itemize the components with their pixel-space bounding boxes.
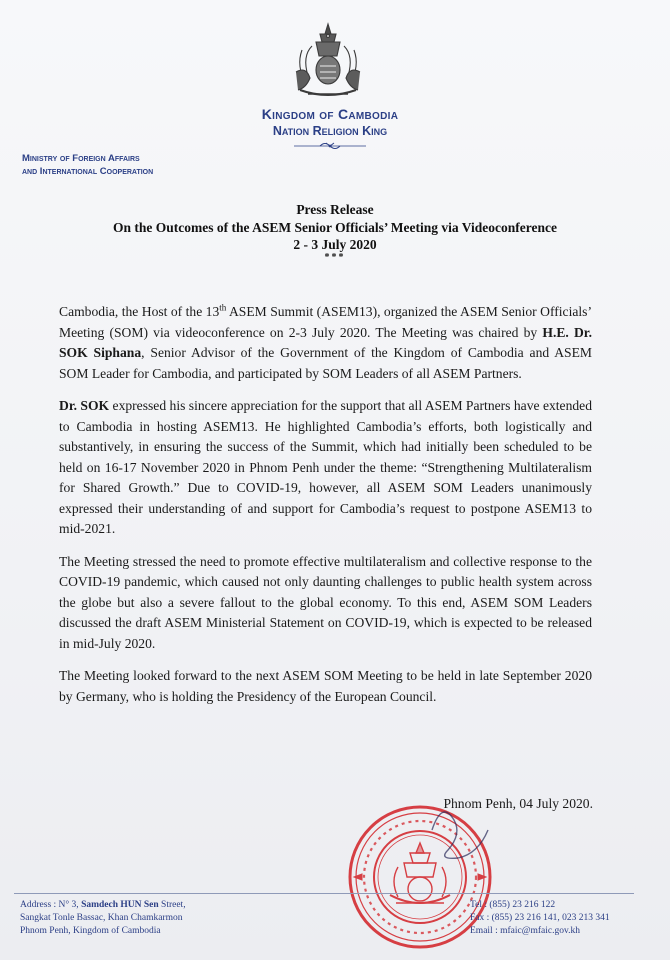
- p2-text: expressed his sincere appreciation for the support that all ASEM Partners have extended to Cambodia in hosting ASEM13. He highlighted Cambodia’s efforts, both logistically and substantively, in ensuring the success of the Summit, which had initially been scheduled to be held on 16-17 November 2020 in Phnom Penh under the theme: “Strengthening Multilateralism for Shared Growth.” Due to COVID-19, however, all ASEM SOM Leaders unanimously expressed their understanding of and support for Cambodia’s request to postpone ASEM13 to mid-2021.: [59, 398, 593, 536]
- paragraph-2: [59, 396, 592, 540]
- speaker-name: Dr. SOK: [59, 398, 110, 413]
- p1-text-b: ASEM Summit (ASEM13), organized the ASEM Senior Officials’ Meeting (SOM) via videoconference on 2-3 July 2020. The Meeting was chaired by: [59, 304, 592, 340]
- paragraph-1: [59, 302, 592, 384]
- chair-name: H.E. Dr. SOK Siphana: [59, 324, 592, 360]
- national-motto: Nation Religion King: [272, 124, 388, 138]
- country-heading: Kingdom of Cambodia: [261, 106, 399, 122]
- address-label: Address : N° 3,: [20, 900, 82, 910]
- address-line-2: Sangkat Tonle Bassac, Khan Chamkarmon: [20, 913, 183, 923]
- paragraph-4: The Meeting looked forward to the next ASEM SOM Meeting to be held in late September 2020 by Germany, who is holding the Presidency of the European Council.: [59, 668, 592, 704]
- ministry-name: [22, 153, 242, 178]
- telephone: Tel : (855) 23 216 122: [470, 900, 556, 910]
- street-name: Samdech HUN Sen: [81, 900, 159, 910]
- document-type: Press Release: [296, 202, 374, 217]
- email-link[interactable]: Email : mfaic@mfaic.gov.kh: [470, 926, 580, 936]
- ministry-contact: [470, 899, 650, 938]
- p1-ordinal: th: [219, 302, 227, 313]
- ministry-line-1: Ministry of Foreign Affairs: [22, 153, 140, 164]
- fax: Fax : (855) 23 216 141, 023 213 341: [470, 913, 610, 923]
- ministry-line-2: and International Cooperation: [22, 165, 154, 177]
- flourish-ornament-icon: [290, 141, 370, 151]
- p1-text-c: , Senior Advisor of the Government of the Kingdom of Cambodia and ASEM SOM Leader for Cambodia, and participated by SOM Leaders of all ASEM Partners.: [59, 345, 593, 381]
- document-title: On the Outcomes of the ASEM Senior Officials’ Meeting via Videoconference: [113, 220, 557, 235]
- meeting-dates: 2 - 3 July 2020: [293, 237, 377, 252]
- royal-arms-emblem-icon: [290, 20, 366, 102]
- footer-divider: [14, 893, 634, 894]
- issue-date: Phnom Penh, 04 July 2020.: [443, 796, 593, 811]
- press-release-body: [59, 302, 592, 719]
- title-separator: ***: [324, 252, 346, 263]
- address-line-1: [20, 899, 270, 912]
- paragraph-3: The Meeting stressed the need to promote effective multilateralism and collective response to the COVID-19 pandemic, which caused not only daunting challenges to public health system across the globe but also a severe fallout to the global economy. To this end, ASEM SOM Leaders discussed the draft ASEM Ministerial Statement on COVID-19, which is expected to be released in mid-July 2020.: [59, 553, 592, 651]
- ministry-address: [20, 899, 270, 938]
- p1-text-a: Cambodia, the Host of the 13: [59, 304, 220, 319]
- street-suffix: Street,: [158, 900, 186, 910]
- address-line-3: Phnom Penh, Kingdom of Cambodia: [20, 926, 161, 936]
